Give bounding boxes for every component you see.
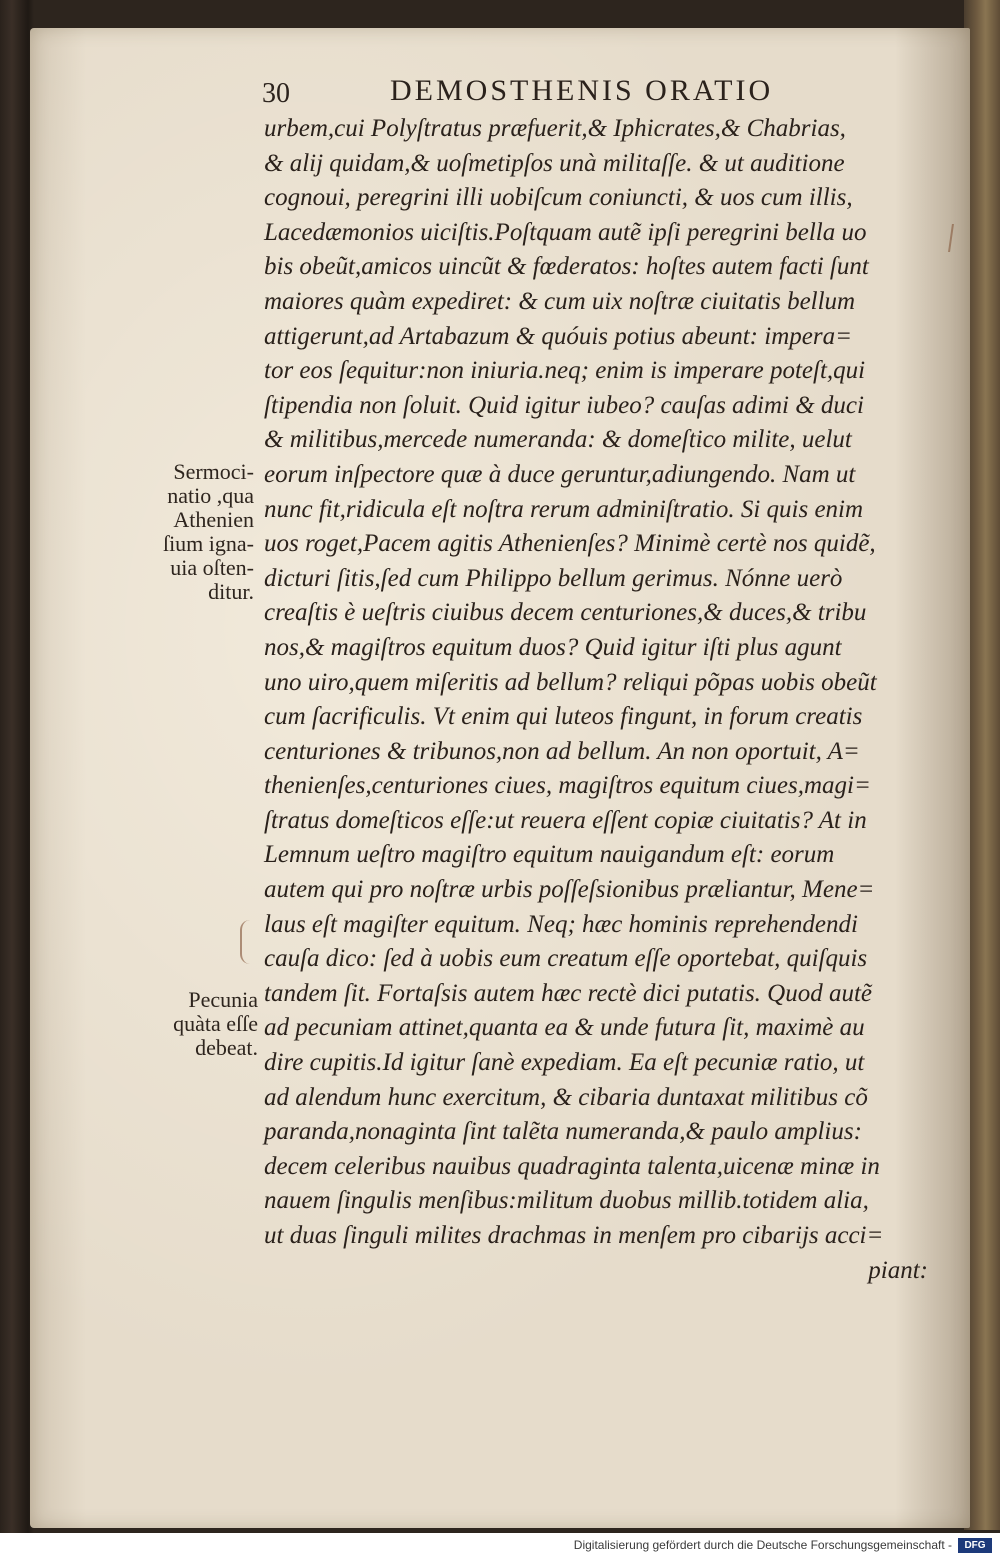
marginal-note-line: Sermoci- [173,459,254,484]
marginal-note-line: Athenien [173,507,254,532]
dfg-logo: DFG [958,1538,992,1553]
text-line: decem celeribus nauibus quadraginta talenta,uicenæ minæ in [264,1152,880,1180]
marginal-note-line: ſium igna- [162,531,254,556]
text-line: ut duas ſinguli milites drachmas in menſem pro cibarijs acci= [264,1222,884,1249]
digitization-credit: Digitalisierung gefördert durch die Deutsche Forschungsgemeinschaft - [573,1538,952,1552]
text-line: cognoui, peregrini illi uobiſcum coniuncti, & uos cum illis, [264,184,853,212]
text-line: cauſa dico: ſed à uobis eum creatum eſſe oportebat, quiſquis [264,945,868,973]
text-line: eorum inſpectore quæ à duce geruntur,adiungendo. Nam ut [264,460,856,488]
text-line: nos,& magiſtros equitum duos? Quid igitur iſti plus agunt [264,633,842,661]
text-line: cum ſacrificulis. Vt enim qui luteos fingunt, in forum creatis [264,703,863,731]
footer-bar [0,1533,1000,1558]
text-line: uno uiro,quem miſeritis ad bellum? reliqui põpas uobis obeũt [264,668,877,696]
marginal-note-line: debeat. [195,1035,258,1060]
page-title: DEMOSTHENIS ORATIO [390,74,774,107]
text-line: tor eos ſequitur:non iniuria.neq; enim is imperare poteſt,qui [264,357,866,385]
marginal-note-line: uia oſten- [170,555,254,580]
text-line: urbem,cui Polyſtratus præfuerit,& Iphicrates,& Chabrias, [264,115,846,142]
text-line: creaſtis è ueſtris ciuibus decem centuriones,& duces,& tribu [264,599,867,627]
text-line: ad alendum hunc exercitum, & cibaria duntaxat militibus cõ [264,1083,868,1111]
catchword: piant: [868,1256,928,1284]
body-text [264,112,928,1288]
text-line: ſtipendia non ſoluit. Quid igitur iubeo? cauſas adimi & duci [264,391,864,419]
text-line: thenienſes,centuriones ciues, magiſtros equitum ciues,magi= [264,772,871,800]
text-line: laus eſt magiſter equitum. Neq; hæc hominis reprehendendi [264,910,858,938]
text-line: dire cupitis.Id igitur ſanè expediam. Ea eſt pecuniæ ratio, ut [264,1049,865,1077]
text-line: uos roget,Pacem agitis Athenienſes? Minimè certè nos quidẽ, [264,530,876,558]
text-line: paranda,nonaginta ſint talẽta numeranda,& paulo amplius: [264,1118,862,1146]
text-line: bis obeũt,amicos uincũt & fœderatos: hoſtes autem facti ſunt [264,253,869,281]
pencil-bracket-mark [240,920,256,964]
text-line: nauem ſingulis menſibus:militum duobus millib.totidem alia, [264,1187,869,1215]
text-line: attigerunt,ad Artabazum & quóuis potius abeunt: impera= [264,322,852,350]
text-line: maiores quàm expediret: & cum uix noſtræ ciuitatis bellum [264,287,856,315]
text-line: & alij quidam,& uoſmetipſos unà militaſſe. & ut auditione [264,149,845,177]
marginal-note-sermocinatio [114,460,254,604]
marginal-note-line: ditur. [208,579,254,604]
text-line: dicturi ſitis,ſed cum Philippo bellum gerimus. Nónne uerò [264,564,843,592]
text-line: centuriones & tribunos,non ad bellum. An non oportuit, A= [264,737,860,765]
page-number: 30 [262,78,290,109]
text-line: nunc fit,ridicula eſt noſtra rerum adminiſtratio. Si quis enim [264,495,864,523]
text-line: Lemnum ueſtro magiſtro equitum nauigandum eſt: eorum [264,841,835,869]
running-head [262,74,862,110]
text-line: Lacedæmonios uiciſtis.Poſtquam autẽ ipſi peregrini bella uo [264,218,867,246]
marginal-note-line: quàta eſſe [173,1011,258,1036]
text-line: ſtratus domeſticos eſſe:ut reuera eſſent copiæ ciuitatis? At in [264,806,867,834]
text-line: & militibus,mercede numeranda: & domeſtico milite, uelut [264,426,852,454]
text-line: tandem ſit. Fortaſsis autem hæc rectè dici putatis. Quod autẽ [264,979,873,1007]
marginal-note-line: Pecunia [188,987,258,1012]
marginal-note-pecunia [120,988,258,1060]
text-line: ad pecuniam attinet,quanta ea & unde futura ſit, maximè au [264,1014,865,1042]
text-line: autem qui pro noſtræ urbis poſſeſsionibus præliantur, Mene= [264,876,875,904]
pencil-margin-mark [948,224,984,252]
marginal-note-line: natio ,qua [167,483,254,508]
